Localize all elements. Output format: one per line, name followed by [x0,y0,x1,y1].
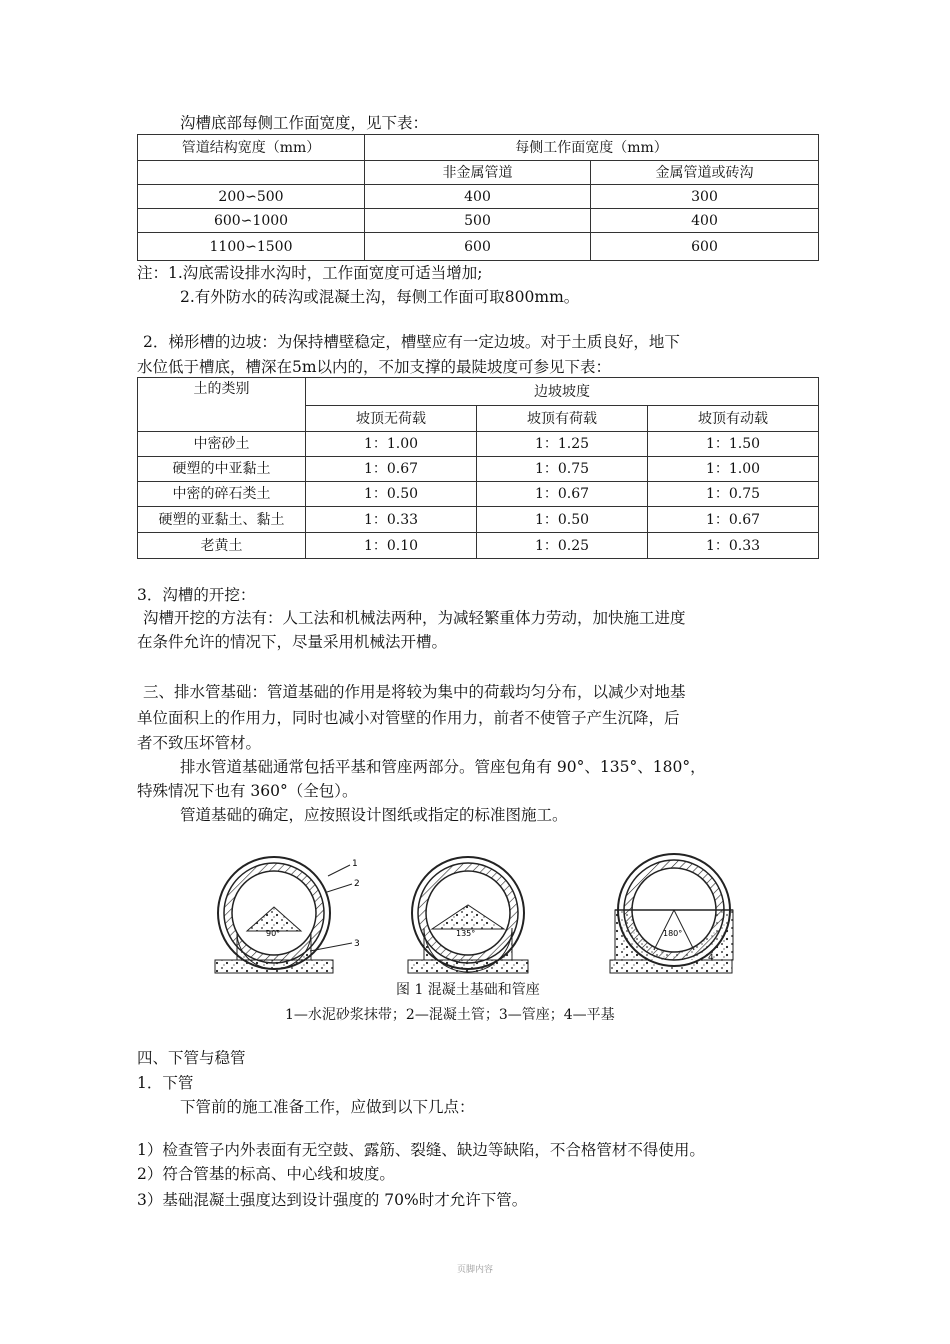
table1-sub-nonmetal: 非金属管道 [365,161,591,185]
callout-label-1: 1 [352,859,358,869]
table-row [138,533,819,559]
section-4-intro: 下管前的施工准备工作，应做到以下几点： [180,1098,475,1116]
table2-sub-static-load: 坡顶有荷载 [477,406,648,432]
table-cell: 1：0.67 [306,457,477,482]
part-3-line-3: 者不致压坏管材。 [137,734,262,752]
table-cell: 600 [591,233,819,261]
table-cell: 400 [591,209,819,233]
figure-legend: 1—水泥砂浆抹带；2—混凝土管；3—管座；4—平基 [285,1007,615,1023]
table-cell: 400 [365,185,591,209]
callout-label-4: 4 [708,953,714,963]
figure-caption: 图 1 混凝土基础和管座 [396,982,540,998]
part-3-line-2: 单位面积上的作用力，同时也减小对管壁的作用力，前者不使管子产生沉降，后 [137,709,680,727]
table1-header-structure-width: 管道结构宽度（mm） [138,135,365,161]
table-cell: 1：0.50 [477,507,648,533]
part-3-line-5: 特殊情况下也有 360°（全包）。 [137,782,358,800]
table-cell: 硬塑的中亚黏土 [138,457,306,482]
part-3-line-1: 三、排水管基础：管道基础的作用是将较为集中的荷载均匀分布，以减少对地基 [143,683,686,701]
table1-header-empty [138,161,365,185]
list-item: 3）基础混凝土强度达到设计强度的 70%时才允许下管。 [137,1191,528,1209]
table-cell: 500 [365,209,591,233]
table1-header-work-width: 每侧工作面宽度（mm） [365,135,819,161]
table2-header-slope: 边坡坡度 [306,378,819,406]
table-cell: 600∽1000 [138,209,365,233]
table-cell: 300 [591,185,819,209]
table-cell: 硬塑的亚黏土、黏土 [138,507,306,533]
angle-label-135: 135° [456,929,476,938]
table-row [138,457,819,482]
list-item: 2）符合管基的标高、中心线和坡度。 [137,1165,395,1183]
table1-sub-metal: 金属管道或砖沟 [591,161,819,185]
callout-label-2: 2 [354,879,360,889]
section-2-line-2: 水位低于槽底，槽深在5m以内的，不加支撑的最陡坡度可参见下表： [137,358,612,376]
pipe-foundation-figure [200,838,760,976]
table-row [138,482,819,507]
table-cell: 1：1.25 [477,432,648,457]
work-width-table [137,134,819,261]
angle-label-180: 180° [663,929,683,938]
table-row [138,233,819,261]
table-row [138,432,819,457]
section-3-title: 3．沟槽的开挖： [137,586,256,604]
table-cell: 1：1.00 [306,432,477,457]
table-cell: 200∽500 [138,185,365,209]
pipe-135-diagram [408,857,528,973]
table-cell: 1：0.10 [306,533,477,559]
table-cell: 老黄土 [138,533,306,559]
table-cell: 600 [365,233,591,261]
table-row [138,507,819,533]
section-2-line-1: 2．梯形槽的边坡：为保持槽壁稳定，槽壁应有一定边坡。对于土质良好，地下 [143,333,680,351]
table-cell: 1：0.75 [648,482,819,507]
list-item: 1）检查管子内外表面有无空鼓、露筋、裂缝、缺边等缺陷，不合格管材不得使用。 [137,1141,705,1159]
table2-sub-no-load: 坡顶无荷载 [306,406,477,432]
slope-table [137,377,819,559]
table-cell: 1100∽1500 [138,233,365,261]
table-cell: 中密砂土 [138,432,306,457]
table-cell: 1：0.25 [477,533,648,559]
table-cell: 中密的碎石类土 [138,482,306,507]
part-3-line-4: 排水管道基础通常包括平基和管座两部分。管座包角有 90°、135°、180°， [180,758,706,776]
section-4-title: 四、下管与稳管 [137,1049,246,1067]
intro-text: 沟槽底部每侧工作面宽度，见下表： [180,114,429,132]
section-3-line-1: 沟槽开挖的方法有：人工法和机械法两种，为减轻繁重体力劳动，加快施工进度 [143,609,686,627]
part-3-line-6: 管道基础的确定，应按照设计图纸或指定的标准图施工。 [180,806,568,824]
table-cell: 1：1.50 [648,432,819,457]
note-2: 2.有外防水的砖沟或混凝土沟，每侧工作面可取800mm。 [180,288,580,306]
section-4-subtitle: 1．下管 [137,1074,194,1092]
note-1: 注：1.沟底需设排水沟时，工作面宽度可适当增加; [137,264,483,282]
section-3-line-2: 在条件允许的情况下，尽量采用机械法开槽。 [137,633,448,651]
pipe-180-diagram [610,854,733,973]
page-footer: 页脚内容 [456,1265,493,1275]
table-cell: 1：0.75 [477,457,648,482]
table2-sub-dynamic-load: 坡顶有动载 [648,406,819,432]
callout-label-3: 3 [354,939,360,949]
table2-header-soil-type: 土的类别 [138,378,306,432]
table-cell: 1：0.67 [648,507,819,533]
angle-label-90: 90° [266,929,281,938]
table-cell: 1：0.50 [306,482,477,507]
table-cell: 1：0.67 [477,482,648,507]
table-cell: 1：1.00 [648,457,819,482]
table-cell: 1：0.33 [306,507,477,533]
table-cell: 1：0.33 [648,533,819,559]
table-row [138,185,819,209]
table-row [138,209,819,233]
pipe-90-diagram [215,857,360,973]
